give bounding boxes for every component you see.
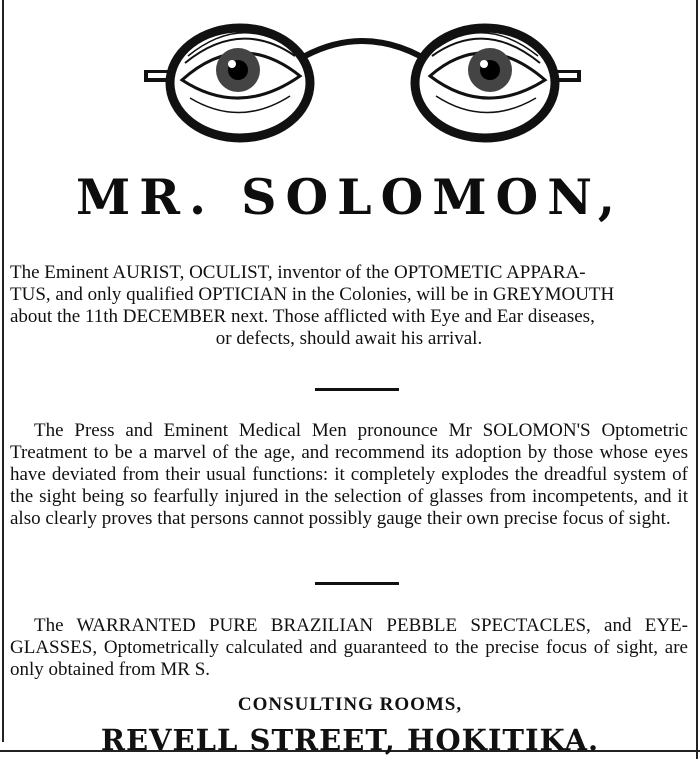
- spectacles-text: The WARRANTED PURE BRAZILIAN PEBBLE SPECTACLES, and EYE-GLASSES, Optometrically calculated and guaranteed to the precise focus of sight, are only obtained from MR S.: [10, 615, 688, 680]
- announcement-paragraph: [10, 262, 688, 350]
- spectacles-paragraph: [10, 615, 688, 681]
- consulting-rooms-heading: CONSULTING ROOMS,: [237, 694, 463, 715]
- section-divider: [315, 388, 399, 391]
- address-line: REVELL STREET, HOKITIKA.: [100, 723, 600, 757]
- spectacles-eyes-illustration: [140, 18, 585, 146]
- section-divider: [315, 582, 399, 585]
- announcement-line: about the 11th DECEMBER next. Those afflicted with Eye and Ear diseases,: [10, 306, 595, 327]
- headline-name: MR. SOLOMON,: [76, 168, 624, 226]
- announcement-line-last: or defects, should await his arrival.: [215, 328, 483, 349]
- left-border-rule: [2, 0, 4, 742]
- testimonial-text: The Press and Eminent Medical Men pronounce Mr SOLOMON'S Optometric Treatment to be a marvel of the age, and recommend its adoption by those whose eyes have deviated from their usual functions: it completely explodes the dreadful system of the sight being so fearfully injured in the selection of glasses from incompetents, and it also clearly proves that persons cannot possibly gauge their own precise focus of sight.: [10, 420, 688, 529]
- testimonial-paragraph: [10, 420, 688, 530]
- announcement-line: The Eminent AURIST, OCULIST, inventor of the OPTOMETIC APPARA-: [10, 262, 586, 283]
- right-border-rule: [696, 0, 698, 759]
- announcement-line: TUS, and only qualified OPTICIAN in the Colonies, will be in GREYMOUTH: [10, 284, 615, 305]
